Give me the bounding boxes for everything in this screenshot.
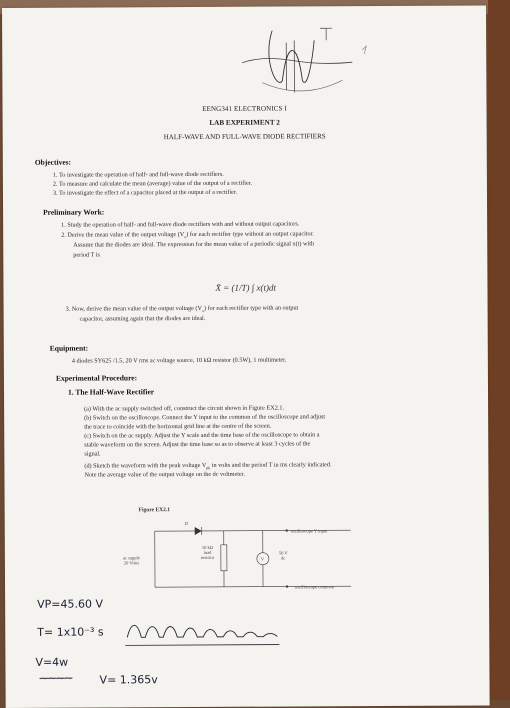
equipment-heading: Equipment:	[50, 344, 88, 353]
figure-title: Figure EX2.1	[139, 507, 170, 513]
procedure-step: (c) Switch on the ac supply. Adjust the Y scale and the time base of the oscilloscope to obtain a	[84, 431, 319, 439]
prelim-item-3-cont: capacitor, assuming again that the diodes are ideal.	[80, 315, 206, 323]
mean-value-formula: X̄ = (1/T) ∫ x(t)dt	[215, 283, 276, 293]
desk-background-right	[488, 0, 510, 700]
objective-item: 3. To investigate the effect of a capacitor placed at the output of a rectifier.	[53, 189, 237, 197]
prelim-item: period T is	[73, 251, 100, 258]
objective-item: 2. To measure and calculate the mean (average) value of the output of a rectifier.	[53, 180, 252, 188]
prelim-item: 2. Derive the mean value of the output voltage $(V_o)$ for each rectifier type without an output capacitor.	[61, 230, 314, 240]
procedure-step: (d) Sketch the waveform with the peak voltage $V_{pk}$ in volts and the period T in ms clearly indicated.	[84, 461, 331, 471]
prelim-heading: Preliminary Work:	[43, 207, 104, 216]
lab-sheet	[2, 5, 490, 708]
scribbled-note: ~~~~	[39, 672, 72, 685]
diode-symbol	[195, 527, 202, 535]
course-title: EENG341 ELECTRONICS I	[3, 103, 487, 114]
circuit-diagram	[115, 514, 375, 595]
prelim-item-2-start: 2. Derive the mean value of the output voltage (V	[61, 231, 184, 239]
procedure-step: (b) Switch on the oscilloscope. Connect the Y input to the common of the oscilloscope and adjust	[84, 413, 325, 421]
equipment-text: 4 diodes SY625 /1.5, 20 V rms ac voltage source, 10 kΩ resistor (0.5W), 1 multimeter.	[72, 357, 287, 365]
handwritten-average-value: V= 1.365v	[99, 673, 157, 686]
handwritten-average-label: V=4w	[35, 656, 68, 669]
procedure-heading: Experimental Procedure:	[56, 373, 137, 382]
experiment-title: HALF-WAVE AND FULL-WAVE DIODE RECTIFIERS	[3, 131, 487, 142]
procedure-step: Note the average value of the output voltage on the dc voltmeter.	[84, 471, 245, 479]
objectives-heading: Objectives:	[35, 158, 71, 167]
procedure-step: stable waveform on the screen. Adjust the time base so as to observe at least 3 cycles of the	[84, 440, 310, 448]
handwritten-period: T= 1x10⁻³ s	[37, 625, 103, 638]
prelim-item-3: 3. Now, derive the mean value of the output voltage $(V_o)$ for each rectifier type with an output	[66, 304, 299, 313]
scope-y-label: oscilloscope Y input	[291, 528, 328, 533]
prelim-item-3-start: 3. Now, derive the mean value of the output voltage (V	[66, 305, 202, 313]
procedure-step: (a) With the ac supply switched off, construct the circuit shown in Figure EX2.1.	[84, 405, 284, 413]
resistor-symbol	[221, 545, 227, 571]
prelim-item: Assume that the diodes are ideal. The expression for the mean value of a periodic signal x(t) with	[73, 240, 314, 248]
procedure-step: the trace to coincide with the horizontal grid line at the centre of the screen.	[84, 423, 271, 431]
prelim-item-2-end: for each rectifier type without an output capacitor.	[190, 230, 314, 238]
handwritten-peak-voltage: VP=45.60 V	[37, 597, 103, 610]
resistor-label: 10 kΩ load resistor	[201, 545, 214, 560]
section1-heading: 1. The Half-Wave Rectifier	[68, 387, 154, 396]
prelim-item: 1. Study the operation of half- and full-wave diode rectifiers with and without output capacitors.	[61, 220, 299, 228]
lab-title: LAB EXPERIMENT 2	[3, 117, 487, 128]
objective-item: 1. To investigate the operation of half- and full-wave diode rectifiers.	[53, 171, 224, 179]
top-sketch	[202, 20, 392, 101]
diode-label: D	[185, 521, 188, 526]
scope-common-label: oscilloscope common	[295, 584, 334, 589]
procedure-step-d-end: in volts and the period T in ms clearly indicated.	[210, 461, 331, 469]
ac-source-label: ac supply 20 Vrms	[123, 555, 140, 565]
meter-label: V	[261, 557, 264, 562]
prelim-item-3-mid: ) for each rectifier type with an output	[204, 304, 298, 311]
procedure-step: signal.	[84, 450, 100, 457]
procedure-step-d-start: (d) Sketch the waveform with the peak voltage V	[84, 462, 206, 470]
meter-range: 50 V dc	[279, 551, 288, 561]
handwritten-waveform-sketch	[123, 619, 283, 648]
